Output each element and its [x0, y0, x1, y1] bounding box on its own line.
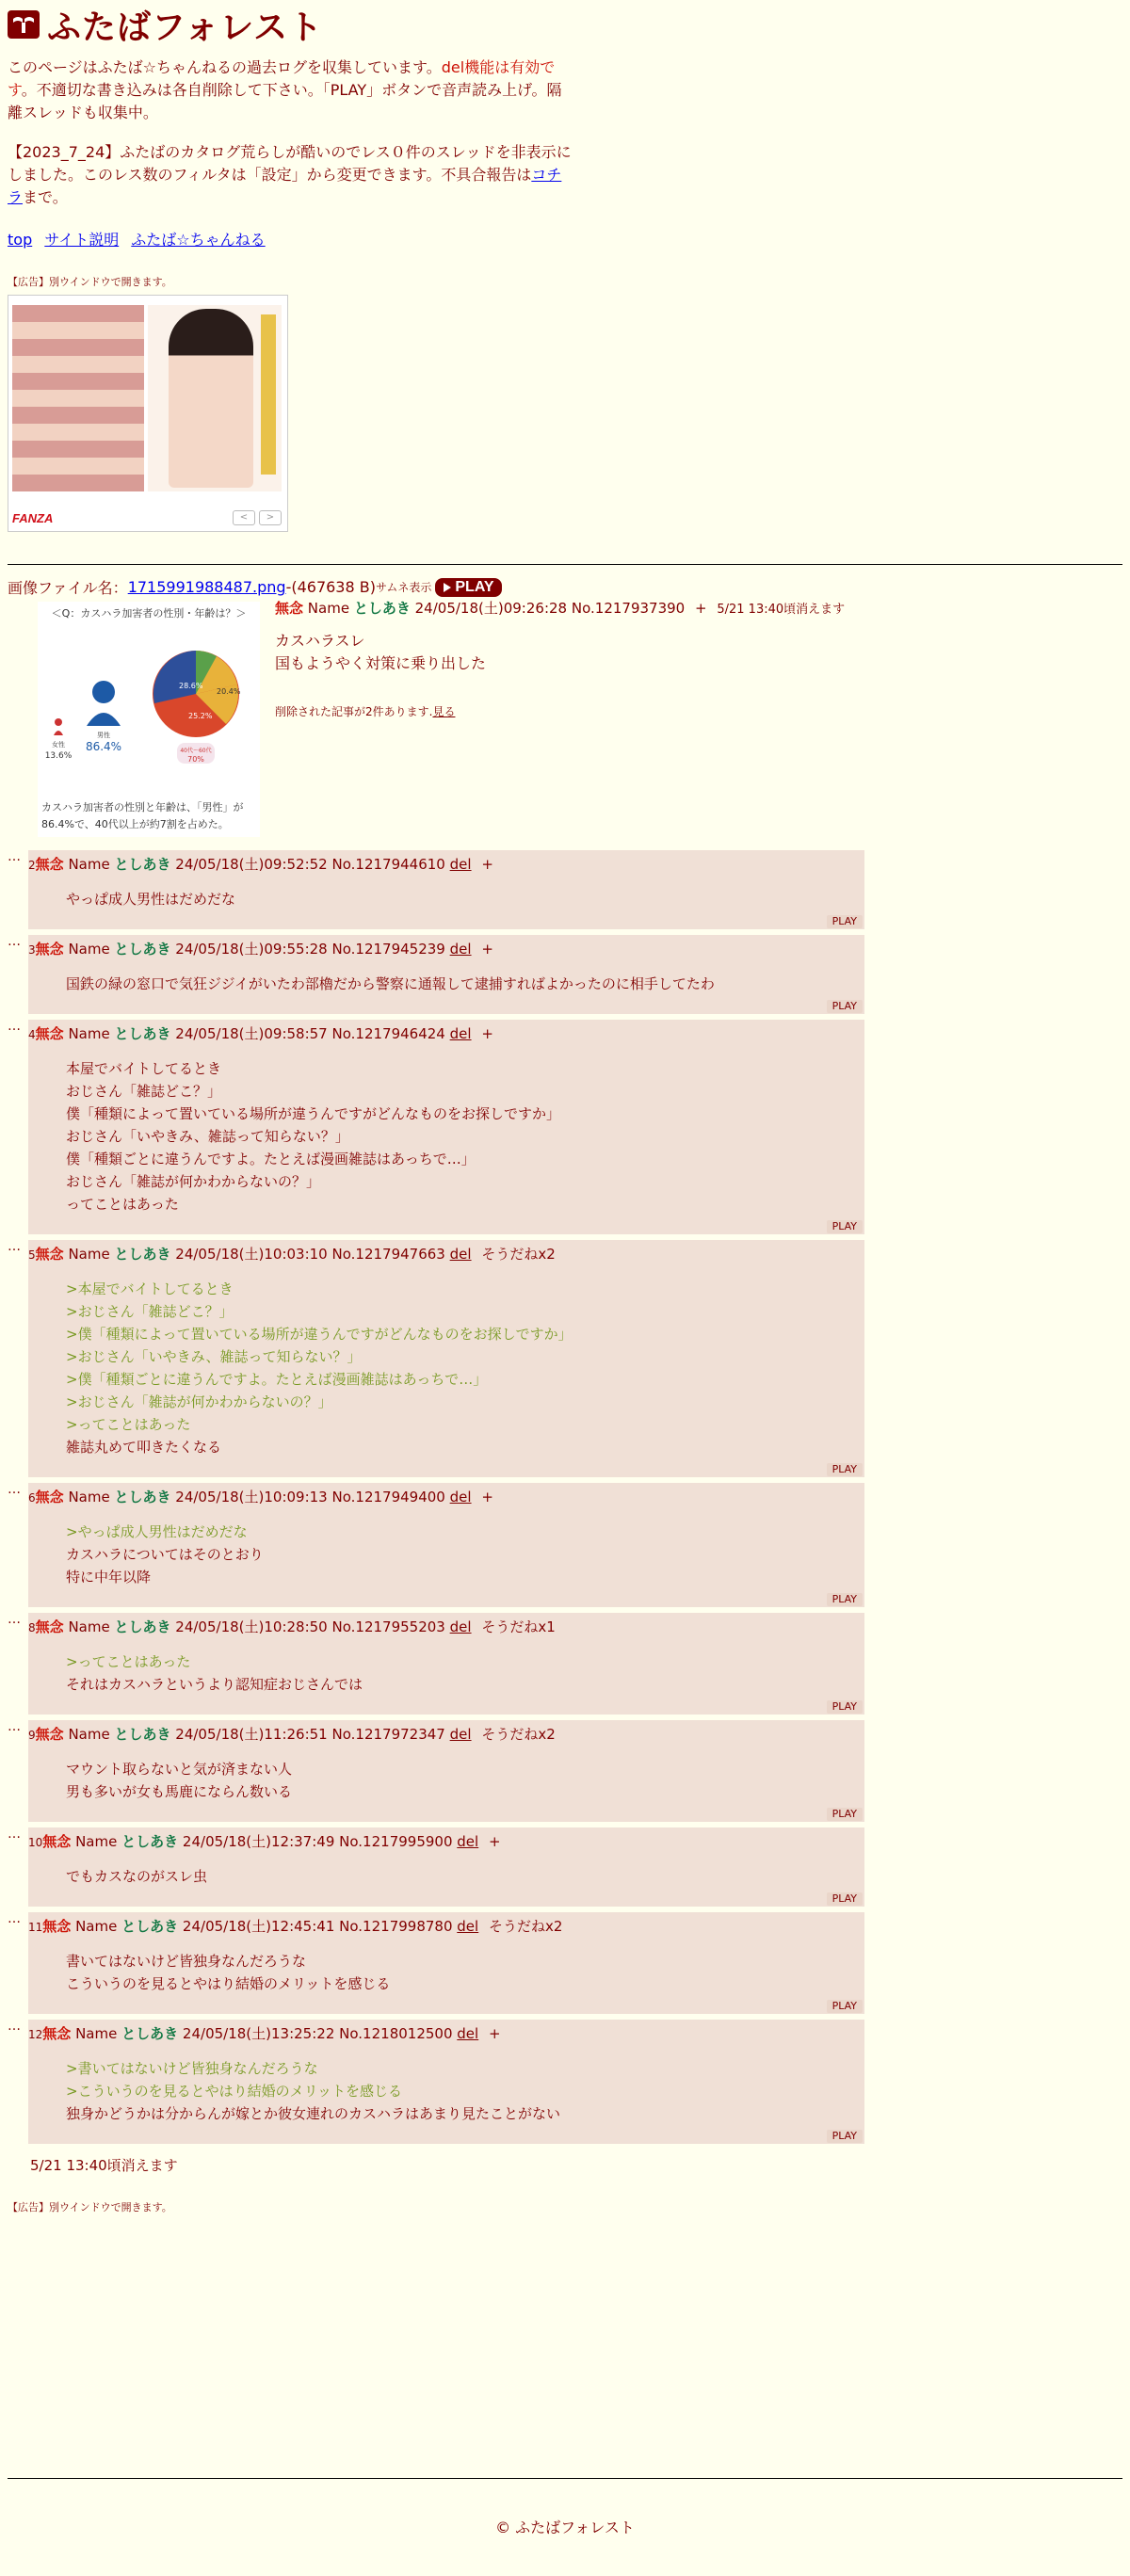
site-header: [8, 6, 1122, 47]
op-body-line: 国もようやく対策に乗り出した: [275, 654, 487, 672]
reply-datetime: 24/05/18(土)09:55:28: [175, 941, 328, 958]
reply-mu: 無念: [35, 1025, 64, 1042]
reply-header: [28, 1240, 864, 1266]
reply-del-button[interactable]: del: [449, 941, 472, 958]
op-body-line: カスハラスレ: [275, 632, 365, 650]
reply-body: [28, 1046, 864, 1234]
reply-name: Name: [68, 1618, 110, 1635]
reply-body: [28, 2046, 864, 2144]
reply-del-button[interactable]: del: [449, 1489, 472, 1505]
op-plus-button[interactable]: +: [695, 600, 707, 617]
reply-play-button[interactable]: PLAY: [827, 1700, 863, 1714]
reply-play-button[interactable]: PLAY: [827, 2130, 863, 2143]
reply-body-line: それはカスハラというより認知症おじさんでは: [66, 1676, 363, 1693]
ad-logo[interactable]: FANZA: [12, 511, 54, 525]
reply-handle: としあき: [114, 1618, 171, 1635]
reply-handle: としあき: [114, 1489, 171, 1505]
reply-body-line: でもカスなのがスレ虫: [66, 1868, 208, 1885]
ad-band: [261, 314, 276, 475]
op-mu: 無念: [275, 600, 304, 617]
ad-next-button[interactable]: >: [259, 510, 282, 525]
reply-number[interactable]: No.1217998780: [339, 1918, 453, 1935]
reply-del-button[interactable]: del: [457, 2025, 479, 2042]
reply-body-line: 書いてはないけど皆独身なんだろうな: [66, 1953, 307, 1970]
intro-before: このページはふたば☆ちゃんねるの過去ログを収集しています。: [8, 58, 442, 76]
nav-about-link[interactable]: サイト説明: [44, 231, 120, 249]
report-link[interactable]: コチラ: [8, 166, 562, 206]
file-size: -(467638 B): [285, 578, 376, 596]
reply-name: Name: [68, 1025, 110, 1042]
reply-quote-line: >おじさん「雑誌どこ？」: [66, 1303, 234, 1320]
reply-body-line: おじさん「いやきみ、雑誌って知らない？」: [66, 1128, 349, 1145]
reply-play-button[interactable]: PLAY: [827, 1220, 863, 1233]
op-header: [275, 598, 845, 618]
reply-play-button[interactable]: PLAY: [827, 1000, 863, 1013]
reply-post: [28, 1613, 864, 1715]
reply-sodane-button[interactable]: +: [481, 1025, 493, 1042]
reply-header: [28, 935, 864, 961]
thumb-slice-1: 28.6%: [179, 682, 203, 690]
reply-index: 11: [28, 1921, 43, 1934]
op-handle: としあき: [353, 600, 411, 617]
reply-handle: としあき: [114, 1025, 171, 1042]
deleted-show-link[interactable]: 見る: [432, 705, 456, 718]
reply-body-line: 国鉄の緑の窓口で気狂ジジイがいたわ部櫓だから警察に通報して逮捕すればよかったのに相手してたわ: [66, 975, 715, 992]
reply-row: [8, 935, 1122, 1014]
reply-mu: 無念: [35, 941, 64, 958]
reply-quote-line: >書いてはないけど皆独身なんだろうな: [66, 2060, 318, 2077]
reply-handle: としあき: [121, 1918, 179, 1935]
site-title[interactable]: ふたばフォレスト: [47, 8, 324, 47]
file-label: 画像ファイル名：: [8, 579, 128, 597]
thumb-question: ＜Q：カスハラ加害者の性別・年齢は？＞: [51, 607, 247, 620]
reply-dots-icon[interactable]: …: [8, 849, 20, 864]
reply-row: [8, 1613, 1122, 1715]
nav-futaba-link[interactable]: ふたば☆ちゃんねる: [131, 231, 266, 249]
reply-post: [28, 1240, 864, 1477]
reply-quote-line: >ってことはあった: [66, 1653, 191, 1670]
reply-row: [8, 1240, 1122, 1477]
reply-name: Name: [75, 1833, 118, 1850]
thumb-male-label: 男性: [97, 732, 110, 739]
reply-row: [8, 1483, 1122, 1607]
reply-number[interactable]: No.1217995900: [339, 1833, 453, 1850]
reply-body: [28, 1266, 864, 1477]
reply-datetime: 24/05/18(土)12:37:49: [182, 1833, 335, 1850]
reply-index: 9: [28, 1729, 36, 1742]
reply-body: [28, 1509, 864, 1607]
reply-quote-line: >やっぱ成人男性はだめだな: [66, 1523, 248, 1540]
reply-dots-icon[interactable]: …: [8, 1482, 20, 1497]
thumb-slice-2: 25.2%: [188, 712, 213, 720]
reply-datetime: 24/05/18(土)10:03:10: [175, 1246, 328, 1263]
reply-body: [28, 961, 864, 1014]
reply-number[interactable]: No.1217947663: [331, 1246, 445, 1263]
reply-body: [28, 1639, 864, 1715]
reply-row: [8, 2020, 1122, 2144]
thread-expire: 5/21 13:40頃消えます: [30, 2157, 178, 2174]
reply-quote-line: >本屋でバイトしてるとき: [66, 1280, 234, 1297]
reply-datetime: 24/05/18(土)10:09:13: [175, 1489, 328, 1505]
reply-header: [28, 1827, 864, 1854]
reply-sodane-button[interactable]: そうだねx2: [488, 1918, 563, 1935]
reply-del-button[interactable]: del: [449, 1025, 472, 1042]
op-body: [275, 630, 486, 675]
intro-after: 。不適切な書き込みは各自削除して下さい。「PLAY」ボタンで音声読み上げ。隔離スレッドも収集中。: [8, 81, 562, 121]
thumb-female-label: 女性: [52, 741, 65, 749]
reply-del-button[interactable]: del: [449, 1246, 472, 1263]
reply-body-line: こういうのを見るとやはり結婚のメリットを感じる: [66, 1975, 391, 1992]
ad-nav: [233, 510, 282, 525]
reply-name: Name: [68, 856, 110, 873]
thumb-toggle[interactable]: サムネ表示: [375, 581, 432, 594]
reply-number[interactable]: No.1217944610: [331, 856, 445, 873]
reply-header: [28, 1912, 864, 1939]
reply-index: 10: [28, 1836, 43, 1849]
reply-number[interactable]: No.1217949400: [331, 1489, 445, 1505]
reply-header: [28, 1483, 864, 1509]
nav-top-link[interactable]: top: [8, 231, 33, 249]
thumb-male-pct: 86.4%: [85, 740, 122, 753]
reply-dots-icon[interactable]: …: [8, 1019, 20, 1034]
reply-header: [28, 1613, 864, 1639]
deleted-note: [275, 703, 455, 719]
op-thumbnail[interactable]: [38, 602, 260, 837]
reply-del-button[interactable]: del: [449, 1726, 472, 1743]
reply-datetime: 24/05/18(土)11:26:51: [175, 1726, 328, 1743]
reply-quote-line: >ってことはあった: [66, 1416, 191, 1433]
reply-body-line: 独身かどうかは分からんが嫁とか彼女連れのカスハラはあまり見たことがない: [66, 2105, 561, 2122]
reply-body-line: 僕「種類ごとに違うんですよ。たとえば漫画雑誌はあっちで…」: [66, 1151, 476, 1167]
deleted-note-text: 削除された記事が2件あります.: [275, 705, 433, 718]
reply-row: [8, 1912, 1122, 2014]
reply-del-button[interactable]: del: [449, 856, 472, 873]
reply-index: 3: [28, 943, 36, 957]
reply-quote-line: >こういうのを見るとやはり結婚のメリットを感じる: [66, 2083, 402, 2100]
reply-datetime: 24/05/18(土)10:28:50: [175, 1618, 328, 1635]
play-icon: [443, 582, 452, 593]
reply-dots-icon[interactable]: …: [8, 934, 20, 949]
reply-number[interactable]: No.1217955203: [331, 1618, 445, 1635]
reply-row: [8, 1020, 1122, 1234]
reply-del-button[interactable]: del: [457, 1918, 479, 1935]
reply-sodane-button[interactable]: そうだねx2: [481, 1246, 556, 1263]
reply-post: [28, 1912, 864, 2014]
reply-body-line: 男も多いが女も馬鹿にならん数いる: [66, 1783, 293, 1800]
op-post: [8, 598, 1122, 845]
intro-del-note: del機能は有効です: [8, 58, 556, 99]
reply-mu: 無念: [35, 1246, 64, 1263]
play-button[interactable]: [435, 578, 501, 597]
reply-dots-icon[interactable]: …: [8, 1827, 20, 1842]
reply-play-button[interactable]: PLAY: [827, 1808, 863, 1821]
notice-end: まで。: [23, 188, 68, 206]
reply-number[interactable]: No.1217972347: [331, 1726, 445, 1743]
reply-name: Name: [75, 1918, 118, 1935]
reply-body: [28, 1854, 864, 1907]
thumb-slice-3: 20.4%: [217, 687, 241, 696]
reply-post: [28, 1020, 864, 1234]
reply-handle: としあき: [114, 856, 171, 873]
reply-index: 12: [28, 2028, 43, 2041]
thumb-female-pct: 13.6%: [44, 751, 73, 761]
reply-play-button[interactable]: PLAY: [827, 1463, 863, 1476]
footer-copyright: © ふたばフォレスト: [495, 2519, 635, 2536]
reply-body-line: おじさん「雑誌が何かわからないの？」: [66, 1173, 321, 1190]
reply-number[interactable]: No.1217946424: [331, 1025, 445, 1042]
op-expire: 5/21 13:40頃消えます: [717, 603, 846, 617]
reply-sodane-button[interactable]: そうだねx1: [481, 1618, 556, 1635]
ad-figure: [169, 309, 253, 488]
reply-post: [28, 2020, 864, 2144]
reply-play-button[interactable]: PLAY: [827, 1593, 863, 1606]
reply-body-line: やっぱ成人男性はだめだな: [66, 891, 236, 908]
thumb-caption: カスハラ加害者の性別と年齢は、「男性」が86.4%で、40代以上が約7割を占めた。: [41, 801, 244, 830]
reply-index: 5: [28, 1248, 36, 1262]
ad-image-left[interactable]: [12, 305, 144, 491]
reply-list: [8, 850, 1122, 2144]
reply-sodane-button[interactable]: +: [481, 856, 493, 873]
reply-name: Name: [68, 941, 110, 958]
file-link[interactable]: 1715991988487.png: [127, 578, 286, 596]
reply-sodane-button[interactable]: +: [488, 2025, 501, 2042]
reply-post: [28, 1483, 864, 1607]
ad-note-bottom: 【広告】別ウインドウで開きます。: [8, 2201, 172, 2214]
reply-datetime: 24/05/18(土)09:58:57: [175, 1025, 328, 1042]
notice-text: [8, 141, 573, 209]
reply-handle: としあき: [114, 941, 171, 958]
reply-name: Name: [68, 1246, 110, 1263]
reply-body: [28, 1939, 864, 2014]
reply-dots-icon[interactable]: …: [8, 1239, 20, 1254]
op-datetime: 24/05/18(土)09:26:28: [414, 600, 568, 617]
reply-quote-line: >おじさん「いやきみ、雑誌って知らない？」: [66, 1348, 362, 1365]
reply-sodane-button[interactable]: +: [481, 941, 493, 958]
reply-play-button[interactable]: PLAY: [827, 2000, 863, 2013]
ad-prev-button[interactable]: <: [233, 510, 255, 525]
reply-post: [28, 935, 864, 1014]
reply-mu: 無念: [35, 1618, 64, 1635]
footer-separator: [8, 2478, 1122, 2479]
ad-note: 【広告】別ウインドウで開きます。: [8, 276, 172, 288]
reply-mu: 無念: [42, 1833, 72, 1850]
reply-header: [28, 1020, 864, 1046]
reply-body: [28, 1747, 864, 1822]
reply-sodane-button[interactable]: +: [481, 1489, 493, 1505]
reply-body-line: おじさん「雑誌どこ？」: [66, 1083, 222, 1100]
reply-mu: 無念: [42, 1918, 72, 1935]
reply-del-button[interactable]: del: [457, 1833, 479, 1850]
reply-handle: としあき: [114, 1726, 171, 1743]
op-number[interactable]: No.1217937390: [571, 600, 686, 617]
reply-body-line: カスハラについてはそのとおり: [66, 1546, 264, 1563]
reply-play-button[interactable]: PLAY: [827, 915, 863, 928]
reply-header: [28, 850, 864, 877]
reply-row: [8, 850, 1122, 929]
reply-sodane-button[interactable]: そうだねx2: [481, 1726, 556, 1743]
reply-dots-icon[interactable]: …: [8, 1911, 20, 1926]
reply-name: Name: [68, 1726, 110, 1743]
nav-links: [8, 228, 1122, 250]
thread-separator: [8, 564, 1122, 565]
thumb-infographic: [38, 620, 260, 809]
reply-dots-icon[interactable]: …: [8, 1612, 20, 1627]
reply-index: 8: [28, 1621, 36, 1634]
play-label: PLAY: [455, 578, 494, 595]
reply-datetime: 24/05/18(土)13:25:22: [182, 2025, 335, 2042]
reply-number[interactable]: No.1217945239: [331, 941, 445, 958]
reply-row: [8, 1827, 1122, 1907]
reply-header: [28, 1720, 864, 1747]
reply-post: [28, 1827, 864, 1907]
intro-text: [8, 56, 573, 124]
reply-row: [8, 1720, 1122, 1822]
reply-dots-icon[interactable]: …: [8, 1719, 20, 1734]
reply-number[interactable]: No.1218012500: [339, 2025, 453, 2042]
reply-body-line: ってことはあった: [66, 1196, 179, 1213]
ad-banner[interactable]: [8, 295, 288, 532]
reply-name: Name: [68, 1489, 110, 1505]
reply-body: [28, 877, 864, 929]
reply-mu: 無念: [35, 1726, 64, 1743]
reply-index: 2: [28, 859, 36, 872]
thumb-70: 70%: [187, 755, 204, 764]
reply-play-button[interactable]: PLAY: [827, 1892, 863, 1906]
thumb-40up: 40代〜60代: [180, 748, 212, 754]
reply-quote-line: >おじさん「雑誌が何かわからないの？」: [66, 1393, 332, 1410]
reply-datetime: 24/05/18(土)09:52:52: [175, 856, 328, 873]
reply-datetime: 24/05/18(土)12:45:41: [182, 1918, 335, 1935]
reply-body-line: マウント取らないと気が済まない人: [66, 1761, 293, 1778]
reply-body-line: 雑誌丸めて叩きたくなる: [66, 1439, 222, 1456]
op-name: Name: [307, 600, 350, 617]
reply-body-line: 僕「種類によって置いている場所が違うんですがどんなものをお探しですか」: [66, 1105, 561, 1122]
reply-sodane-button[interactable]: +: [488, 1833, 501, 1850]
reply-dots-icon[interactable]: …: [8, 2019, 20, 2034]
reply-header: [28, 2020, 864, 2046]
notice-body: 【2023_7_24】ふたばのカタログ荒らしが酷いのでレス０件のスレッドを非表示にしました。このレス数のフィルタは「設定」から変更できます。不具合報告は: [8, 143, 572, 184]
reply-body-line: 特に中年以降: [66, 1569, 152, 1586]
reply-post: [28, 1720, 864, 1822]
reply-quote-line: >僕「種類によって置いている場所が違うんですがどんなものをお探しですか」: [66, 1326, 573, 1343]
reply-quote-line: >僕「種類ごとに違うんですよ。たとえば漫画雑誌はあっちで…」: [66, 1371, 488, 1388]
reply-name: Name: [75, 2025, 118, 2042]
reply-mu: 無念: [35, 856, 64, 873]
reply-post: [28, 850, 864, 929]
reply-handle: としあき: [121, 2025, 179, 2042]
reply-body-line: 本屋でバイトしてるとき: [66, 1060, 222, 1077]
file-line: [8, 576, 1122, 598]
reply-index: 6: [28, 1491, 36, 1505]
reply-index: 4: [28, 1028, 36, 1041]
reply-handle: としあき: [121, 1833, 179, 1850]
reply-mu: 無念: [35, 1489, 64, 1505]
site-logo-icon[interactable]: [8, 10, 40, 39]
reply-handle: としあき: [114, 1246, 171, 1263]
reply-del-button[interactable]: del: [449, 1618, 472, 1635]
reply-mu: 無念: [42, 2025, 72, 2042]
